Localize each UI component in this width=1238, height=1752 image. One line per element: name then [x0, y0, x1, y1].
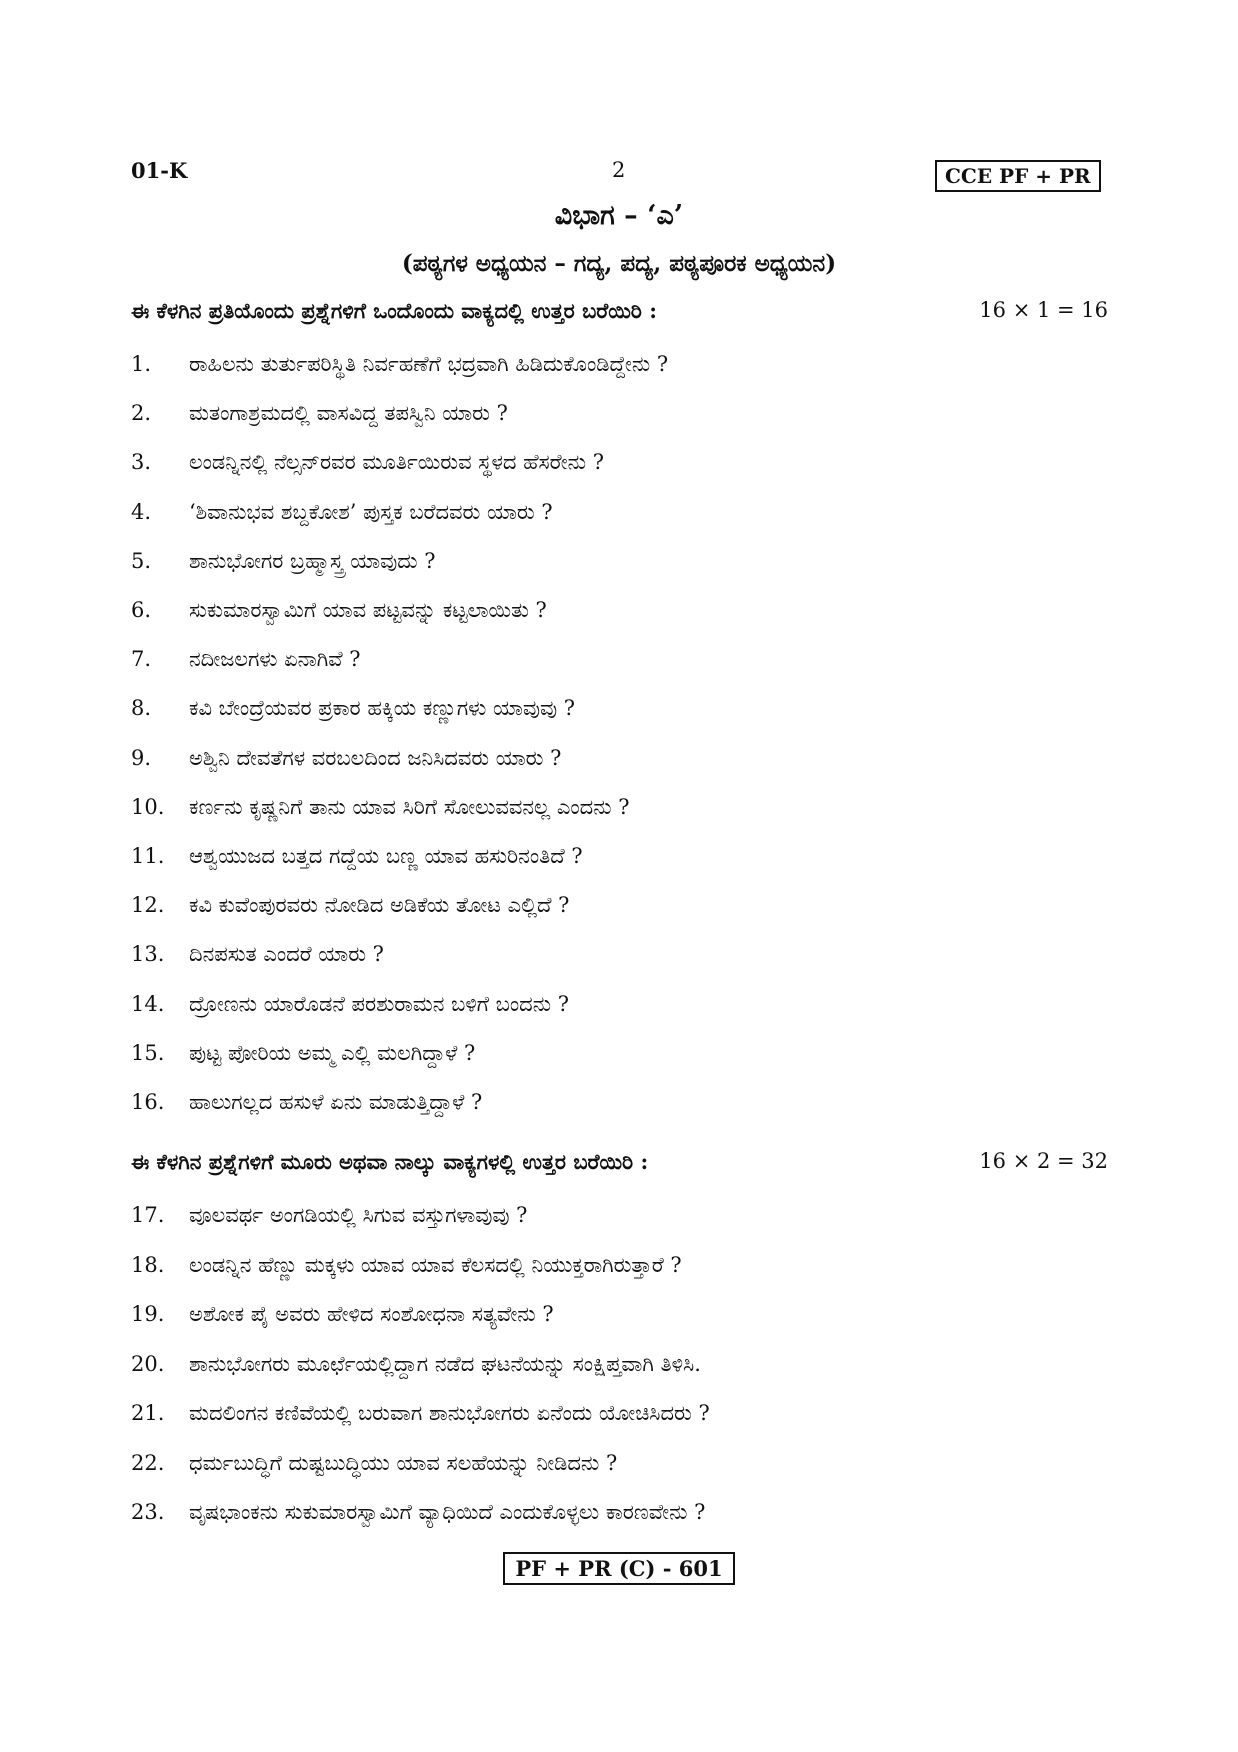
question-text: ‘ಶಿವಾನುಭವ ಶಬ್ದಕೋಶ’ ಪುಸ್ತಕ ಬರೆದವರು ಯಾರು ? [189, 499, 553, 524]
question-item [131, 590, 547, 630]
question-number: 6. [131, 598, 152, 622]
exam-code-box: CCE PF + PR [935, 160, 1101, 192]
question-number: 8. [131, 696, 152, 721]
question-text: ಧರ್ಮಬುದ್ಧಿಗೆ ದುಷ್ಟಬುದ್ಧಿಯು ಯಾವ ಸಲಹೆಯನ್ನು ನೀಡಿದನು ? [189, 1450, 618, 1475]
page-number: 2 [612, 158, 626, 182]
question-item [131, 934, 384, 974]
paper-code: 01-K [131, 158, 188, 183]
part2-marks: 16 × 2 = 32 [979, 1149, 1108, 1173]
question-item [131, 1033, 475, 1073]
question-item [131, 1082, 482, 1122]
question-text: ನದೀಜಲಗಳು ಏನಾಗಿವೆ ? [189, 647, 361, 672]
question-item [131, 492, 553, 532]
question-number: 1. [131, 352, 152, 376]
question-number: 9. [131, 745, 152, 770]
question-number: 10. [131, 794, 165, 819]
question-number: 20. [131, 1351, 165, 1376]
question-number: 22. [131, 1450, 165, 1475]
question-text: ದ್ರೋಣನು ಯಾರೊಡನೆ ಪರಶುರಾಮನ ಬಳಿಗೆ ಬಂದನು ? [189, 991, 570, 1016]
part2-instruction: ಈ ಕೆಳಗಿನ ಪ್ರಶ್ನೆಗಳಿಗೆ ಮೂರು ಅಥವಾ ನಾಲ್ಕು ವಾಕ್ಯಗಳಲ್ಲಿ ಉತ್ತರ ಬರೆಯಿರಿ : [131, 1149, 649, 1174]
question-item [131, 836, 583, 876]
question-number: 15. [131, 1040, 165, 1065]
question-text: ಮದಲಿಂಗನ ಕಣಿವೆಯಲ್ಲಿ ಬರುವಾಗ ಶಾನುಭೋಗರು ಏನೆಂದು ಯೋಚಿಸಿದರು ? [189, 1401, 710, 1425]
question-number: 12. [131, 893, 165, 918]
question-text: ಲಂಡನ್ನಿನ ಹೆಣ್ಣು ಮಕ್ಕಳು ಯಾವ ಯಾವ ಕೆಲಸದಲ್ಲಿ ನಿಯುಕ್ತರಾಗಿರುತ್ತಾರೆ ? [189, 1252, 682, 1277]
question-number: 21. [131, 1401, 165, 1425]
question-text: ಆಶ್ವಯುಜದ ಬತ್ತದ ಗದ್ದೆಯ ಬಣ್ಣ ಯಾವ ಹಸುರಿನಂತಿದೆ ? [189, 844, 583, 868]
question-item [131, 1443, 617, 1483]
question-item [131, 1245, 682, 1285]
question-text: ಕವಿ ಬೇಂದ್ರೆಯವರ ಪ್ರಕಾರ ಹಕ್ಕಿಯ ಕಣ್ಣುಗಳು ಯಾವುವು ? [189, 696, 576, 721]
question-item [131, 1195, 527, 1235]
question-item [131, 1492, 705, 1532]
part1-instruction: ಈ ಕೆಳಗಿನ ಪ್ರತಿಯೊಂದು ಪ್ರಶ್ನೆಗಳಿಗೆ ಒಂದೊಂದು ವಾಕ್ಯದಲ್ಲಿ ಉತ್ತರ ಬರೆಯಿರಿ : [131, 298, 657, 323]
question-number: 23. [131, 1500, 165, 1524]
footer-code-box: PF + PR (C) - 601 [503, 1552, 734, 1585]
question-number: 18. [131, 1252, 165, 1277]
question-item [131, 1344, 701, 1384]
question-text: ಕವಿ ಕುವೆಂಪುರವರು ನೋಡಿದ ಅಡಿಕೆಯ ತೋಟ ಎಲ್ಲಿದೆ ? [189, 893, 570, 918]
section-title: ವಿಭಾಗ – ‘ಎ’ [554, 200, 684, 231]
question-item [131, 787, 629, 827]
question-number: 17. [131, 1203, 165, 1227]
question-text: ಅಶ್ವಿನಿ ದೇವತೆಗಳ ವರಬಲದಿಂದ ಜನಿಸಿದವರು ಯಾರು ? [189, 745, 562, 770]
question-number: 3. [131, 450, 152, 475]
question-number: 11. [131, 844, 165, 868]
question-text: ಹಾಲುಗಲ್ಲದ ಹಸುಳೆ ಏನು ಮಾಡುತ್ತಿದ್ದಾಳೆ ? [189, 1090, 483, 1114]
question-item [131, 738, 561, 778]
question-item [131, 541, 435, 581]
question-item [131, 688, 575, 728]
question-item [131, 1393, 710, 1433]
question-item [131, 1294, 554, 1334]
question-text: ರಾಹಿಲನು ತುರ್ತುಪರಿಸ್ಥಿತಿ ನಿರ್ವಹಣೆಗೆ ಭದ್ರವಾಗಿ ಹಿಡಿದುಕೊಂಡಿದ್ದೇನು ? [189, 352, 669, 376]
question-number: 13. [131, 942, 165, 967]
question-text: ವೃಷಭಾಂಕನು ಸುಕುಮಾರಸ್ವಾಮಿಗೆ ವ್ಯಾಧಿಯಿದೆ ಎಂದುಕೊಳ್ಳಲು ಕಾರಣವೇನು ? [189, 1500, 706, 1524]
question-number: 16. [131, 1090, 165, 1114]
question-text: ದಿನಪಸುತ ಎಂದರೆ ಯಾರು ? [189, 942, 384, 967]
question-item [131, 639, 361, 679]
question-number: 7. [131, 647, 152, 672]
question-number: 19. [131, 1302, 165, 1326]
question-number: 14. [131, 991, 165, 1016]
question-number: 2. [131, 401, 152, 426]
question-text: ಶಾನುಭೋಗರ ಬ್ರಹ್ಮಾಸ್ತ್ರ ಯಾವುದು ? [189, 548, 436, 573]
question-text: ಪುಟ್ಟ ಪೋರಿಯ ಅಮ್ಮ ಎಲ್ಲಿ ಮಲಗಿದ್ದಾಳೆ ? [189, 1040, 476, 1065]
question-item [131, 442, 604, 482]
question-text: ಅಶೋಕ ಪೈ ಅವರು ಹೇಳಿದ ಸಂಶೋಧನಾ ಸತ್ಯವೇನು ? [189, 1302, 554, 1326]
question-item [131, 393, 508, 433]
question-text: ಶಾನುಭೋಗರು ಮೂರ್ಛೆಯಲ್ಲಿದ್ದಾಗ ನಡೆದ ಘಟನೆಯನ್ನು ಸಂಕ್ಷಿಪ್ತವಾಗಿ ತಿಳಿಸಿ. [189, 1351, 701, 1376]
question-item [131, 344, 668, 384]
part1-marks: 16 × 1 = 16 [979, 298, 1108, 322]
question-number: 5. [131, 548, 152, 573]
question-text: ಸುಕುಮಾರಸ್ವಾಮಿಗೆ ಯಾವ ಪಟ್ಟವನ್ನು ಕಟ್ಟಲಾಯಿತು ? [189, 598, 547, 622]
question-number: 4. [131, 499, 152, 524]
question-item [131, 984, 569, 1024]
section-subtitle: (ಪಠ್ಯಗಳ ಅಧ್ಯಯನ – ಗದ್ಯ, ಪದ್ಯ, ಪಠ್ಯಪೂರಕ ಅಧ್ಯಯನ) [401, 250, 837, 277]
question-text: ಲಂಡನ್ನಿನಲ್ಲಿ ನೆಲ್ಸನ್‌ರವರ ಮೂರ್ತಿಯಿರುವ ಸ್ಥಳದ ಹೆಸರೇನು ? [189, 450, 604, 475]
question-text: ವೂಲವರ್ಥ ಅಂಗಡಿಯಲ್ಲಿ ಸಿಗುವ ವಸ್ತುಗಳಾವುವು ? [189, 1203, 528, 1227]
footer [0, 1552, 1238, 1585]
question-text: ಕರ್ಣನು ಕೃಷ್ಣನಿಗೆ ತಾನು ಯಾವ ಸಿರಿಗೆ ಸೋಲುವವನಲ್ಲ ಎಂದನು ? [189, 794, 630, 819]
question-text: ಮತಂಗಾಶ್ರಮದಲ್ಲಿ ವಾಸವಿದ್ದ ತಪಸ್ವಿನಿ ಯಾರು ? [189, 401, 508, 426]
question-item [131, 885, 569, 925]
